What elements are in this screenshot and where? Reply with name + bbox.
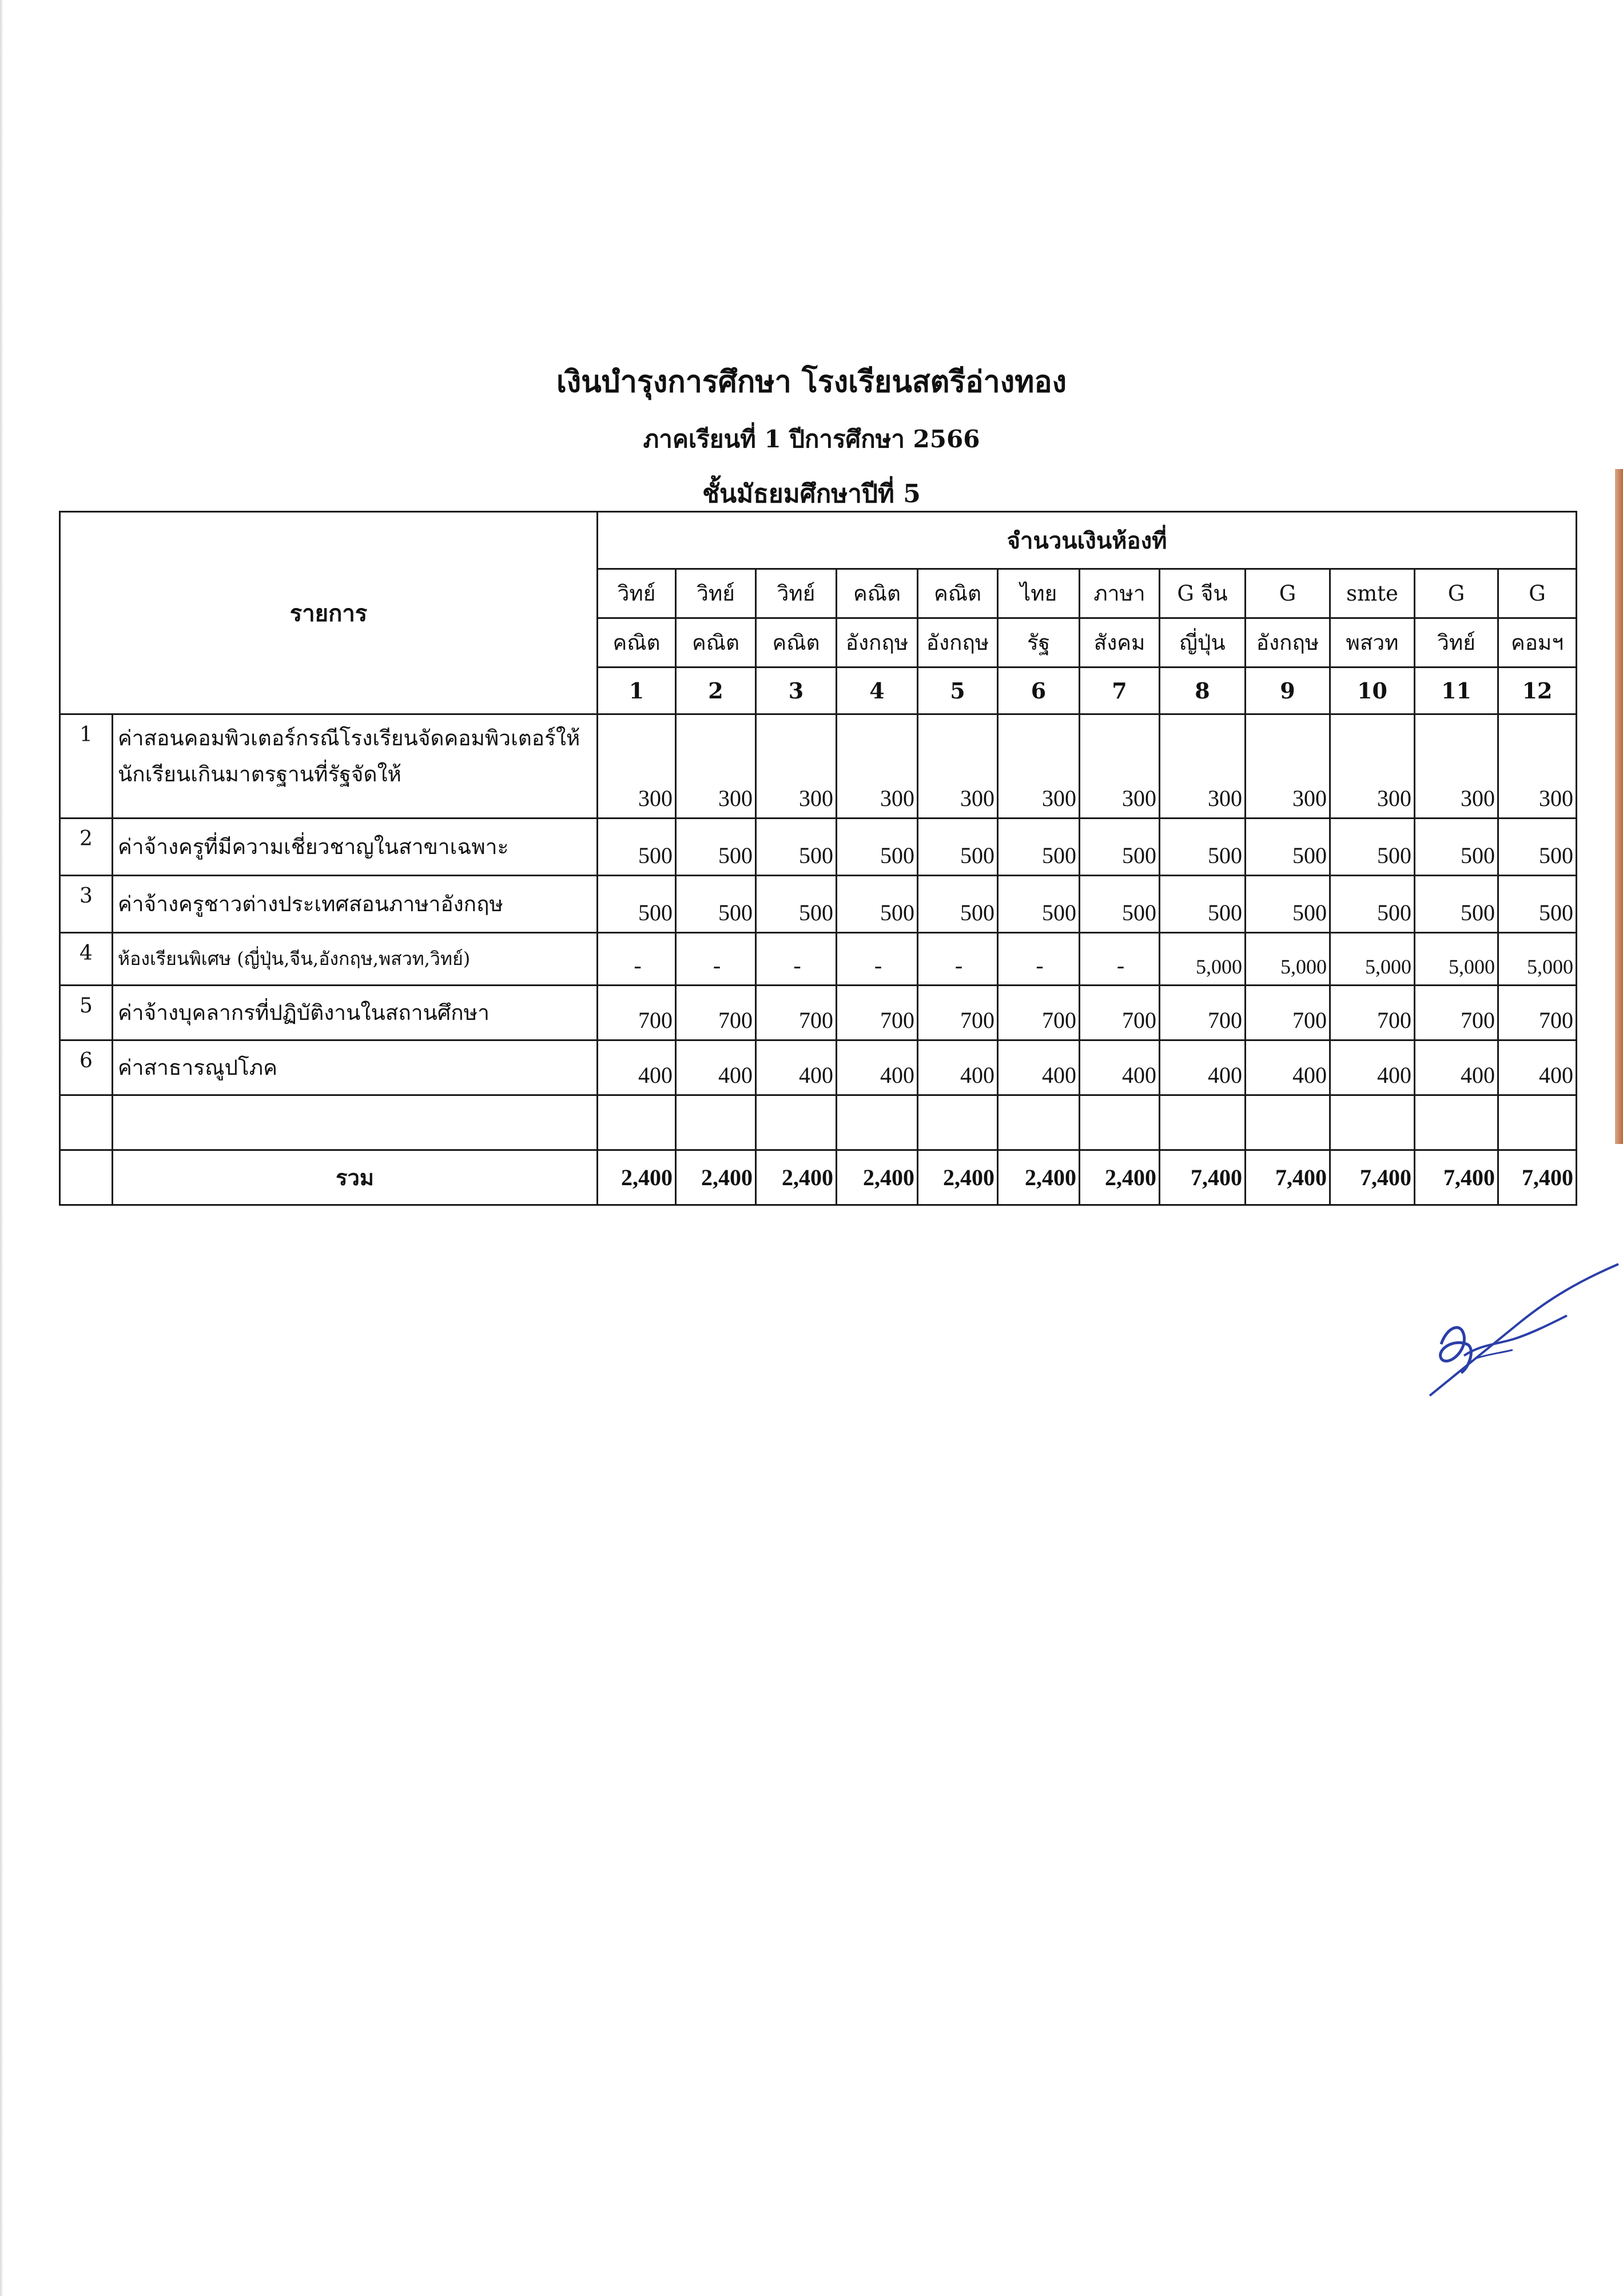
amount-cell: 700 xyxy=(918,986,998,1040)
row-label: ค่าสอนคอมพิวเตอร์กรณีโรงเรียนจัดคอมพิวเตอร์ให้นักเรียนเกินมาตรฐานที่รัฐจัดให้ xyxy=(113,714,598,819)
column-track: วิทย์ xyxy=(1415,618,1498,668)
column-program: วิทย์ xyxy=(756,569,837,618)
column-track: อังกฤษ xyxy=(918,618,998,668)
amount-cell: 700 xyxy=(1160,986,1246,1040)
blank-cell xyxy=(1160,1095,1246,1150)
amount-cell: 300 xyxy=(998,714,1080,819)
column-track: ญี่ปุ่น xyxy=(1160,618,1246,668)
amount-cell: 500 xyxy=(1498,876,1577,933)
grade-level: ชั้นมัธยมศึกษาปีที่ 5 xyxy=(702,479,921,509)
row-number: 4 xyxy=(60,933,113,986)
total-cell: 2,400 xyxy=(998,1150,1080,1205)
column-track: คณิต xyxy=(756,618,837,668)
column-track: อังกฤษ xyxy=(837,618,918,668)
amount-cell: 300 xyxy=(1330,714,1415,819)
column-room-number: 3 xyxy=(756,668,837,714)
amount-cell: 400 xyxy=(1080,1040,1160,1095)
amount-cell: 700 xyxy=(1330,986,1415,1040)
column-program: G xyxy=(1498,569,1577,618)
amount-cell: 500 xyxy=(756,876,837,933)
amount-cell: 500 xyxy=(1498,819,1577,876)
row-label: ค่าจ้างครูชาวต่างประเทศสอนภาษาอังกฤษ xyxy=(113,876,598,933)
amount-cell: 500 xyxy=(598,876,676,933)
column-track: สังคม xyxy=(1080,618,1160,668)
amount-cell: 700 xyxy=(676,986,756,1040)
amount-cell: - xyxy=(676,933,756,986)
column-program: ภาษา xyxy=(1080,569,1160,618)
amount-cell: 400 xyxy=(1415,1040,1498,1095)
amount-cell: 500 xyxy=(1246,819,1330,876)
column-program: G จีน xyxy=(1160,569,1246,618)
column-program: คณิต xyxy=(918,569,998,618)
blank-cell xyxy=(1330,1095,1415,1150)
row-label: ค่าสาธารณูปโภค xyxy=(113,1040,598,1095)
blank-cell xyxy=(1080,1095,1160,1150)
amount-cell: 700 xyxy=(598,986,676,1040)
fee-row xyxy=(60,933,1577,986)
column-room-number: 7 xyxy=(1080,668,1160,714)
fee-table-body xyxy=(60,512,1577,1205)
total-cell: 7,400 xyxy=(1415,1150,1498,1205)
column-track: รัฐ xyxy=(998,618,1080,668)
signature-icon xyxy=(1407,1258,1623,1407)
amount-cell: 700 xyxy=(998,986,1080,1040)
amount-cell: 700 xyxy=(1498,986,1577,1040)
amount-cell: 500 xyxy=(1080,876,1160,933)
amount-cell: 5,000 xyxy=(1246,933,1330,986)
amount-cell: 500 xyxy=(998,876,1080,933)
amount-cell: 300 xyxy=(1080,714,1160,819)
total-number-cell xyxy=(60,1150,113,1205)
row-label: ห้องเรียนพิเศษ (ญี่ปุ่น,จีน,อังกฤษ,พสวท,วิทย์) xyxy=(113,933,598,986)
amount-cell: 300 xyxy=(1415,714,1498,819)
total-cell: 2,400 xyxy=(598,1150,676,1205)
amount-cell: 300 xyxy=(918,714,998,819)
total-cell: 2,400 xyxy=(837,1150,918,1205)
column-room-number: 11 xyxy=(1415,668,1498,714)
amount-cell: 500 xyxy=(1080,819,1160,876)
amount-cell: - xyxy=(756,933,837,986)
amount-cell: 500 xyxy=(837,876,918,933)
fee-row xyxy=(60,876,1577,933)
total-cell: 2,400 xyxy=(676,1150,756,1205)
header-row-top xyxy=(60,512,1577,569)
amount-cell: 500 xyxy=(1415,819,1498,876)
amount-cell: 500 xyxy=(676,876,756,933)
blank-cell xyxy=(998,1095,1080,1150)
scan-right-edge xyxy=(1615,469,1623,1144)
amount-cell: 400 xyxy=(1498,1040,1577,1095)
column-program: ไทย xyxy=(998,569,1080,618)
column-track: คณิต xyxy=(598,618,676,668)
column-program: G xyxy=(1246,569,1330,618)
document-title: เงินบำรุงการศึกษา โรงเรียนสตรีอ่างทอง xyxy=(556,364,1067,399)
column-program: วิทย์ xyxy=(676,569,756,618)
amount-cell: 300 xyxy=(1160,714,1246,819)
amount-cell: 300 xyxy=(676,714,756,819)
amount-cell: 400 xyxy=(1246,1040,1330,1095)
blank-cell xyxy=(113,1095,598,1150)
fee-table xyxy=(59,511,1577,1206)
items-header: รายการ xyxy=(60,512,598,714)
amount-cell: 5,000 xyxy=(1160,933,1246,986)
blank-cell xyxy=(1415,1095,1498,1150)
total-cell: 7,400 xyxy=(1498,1150,1577,1205)
fee-row xyxy=(60,986,1577,1040)
row-number: 1 xyxy=(60,714,113,819)
row-label: ค่าจ้างครูที่มีความเชี่ยวชาญในสาขาเฉพาะ xyxy=(113,819,598,876)
column-room-number: 12 xyxy=(1498,668,1577,714)
total-cell: 2,400 xyxy=(918,1150,998,1205)
column-room-number: 9 xyxy=(1246,668,1330,714)
scan-left-edge xyxy=(0,0,3,2296)
column-track: คณิต xyxy=(676,618,756,668)
amount-cell: 500 xyxy=(1415,876,1498,933)
column-room-number: 6 xyxy=(998,668,1080,714)
total-cell: 2,400 xyxy=(756,1150,837,1205)
amount-cell: - xyxy=(598,933,676,986)
column-track: พสวท xyxy=(1330,618,1415,668)
amount-cell: - xyxy=(1080,933,1160,986)
blank-cell xyxy=(1498,1095,1577,1150)
amount-cell: 300 xyxy=(598,714,676,819)
amount-cell: 700 xyxy=(756,986,837,1040)
row-number: 3 xyxy=(60,876,113,933)
blank-cell xyxy=(756,1095,837,1150)
amount-cell: 300 xyxy=(837,714,918,819)
amount-cell: 700 xyxy=(1080,986,1160,1040)
column-program: วิทย์ xyxy=(598,569,676,618)
total-cell: 2,400 xyxy=(1080,1150,1160,1205)
amount-cell: - xyxy=(998,933,1080,986)
amount-header: จำนวนเงินห้องที่ xyxy=(598,512,1577,569)
amount-cell: 500 xyxy=(598,819,676,876)
total-cell: 7,400 xyxy=(1160,1150,1246,1205)
amount-cell: 5,000 xyxy=(1498,933,1577,986)
amount-cell: 400 xyxy=(998,1040,1080,1095)
column-room-number: 2 xyxy=(676,668,756,714)
column-program: คณิต xyxy=(837,569,918,618)
column-track: อังกฤษ xyxy=(1246,618,1330,668)
amount-cell: 300 xyxy=(1246,714,1330,819)
amount-cell: 500 xyxy=(1160,876,1246,933)
amount-cell: 700 xyxy=(1246,986,1330,1040)
amount-cell: 500 xyxy=(918,876,998,933)
amount-cell: 500 xyxy=(676,819,756,876)
fee-row xyxy=(60,714,1577,819)
blank-cell xyxy=(918,1095,998,1150)
amount-cell: 300 xyxy=(756,714,837,819)
amount-cell: 5,000 xyxy=(1330,933,1415,986)
amount-cell: 500 xyxy=(1330,876,1415,933)
amount-cell: 400 xyxy=(918,1040,998,1095)
amount-cell: 700 xyxy=(837,986,918,1040)
row-number: 5 xyxy=(60,986,113,1040)
amount-cell: - xyxy=(918,933,998,986)
column-room-number: 1 xyxy=(598,668,676,714)
amount-cell: 500 xyxy=(918,819,998,876)
column-room-number: 8 xyxy=(1160,668,1246,714)
blank-cell xyxy=(598,1095,676,1150)
amount-cell: - xyxy=(837,933,918,986)
column-room-number: 4 xyxy=(837,668,918,714)
amount-cell: 400 xyxy=(756,1040,837,1095)
blank-cell xyxy=(837,1095,918,1150)
amount-cell: 500 xyxy=(1246,876,1330,933)
amount-cell: 300 xyxy=(1498,714,1577,819)
document-subtitle: ภาคเรียนที่ 1 ปีการศึกษา 2566 xyxy=(643,425,980,453)
amount-cell: 500 xyxy=(837,819,918,876)
row-label: ค่าจ้างบุคลากรที่ปฏิบัติงานในสถานศึกษา xyxy=(113,986,598,1040)
total-cell: 7,400 xyxy=(1330,1150,1415,1205)
amount-cell: 400 xyxy=(676,1040,756,1095)
blank-cell xyxy=(676,1095,756,1150)
blank-cell xyxy=(1246,1095,1330,1150)
fee-row xyxy=(60,1040,1577,1095)
row-number: 2 xyxy=(60,819,113,876)
fee-row xyxy=(60,819,1577,876)
total-cell: 7,400 xyxy=(1246,1150,1330,1205)
amount-cell: 5,000 xyxy=(1415,933,1498,986)
column-track: คอมฯ xyxy=(1498,618,1577,668)
total-row xyxy=(60,1150,1577,1205)
blank-cell xyxy=(60,1095,113,1150)
column-program: G xyxy=(1415,569,1498,618)
row-number: 6 xyxy=(60,1040,113,1095)
amount-cell: 500 xyxy=(1160,819,1246,876)
amount-cell: 500 xyxy=(1330,819,1415,876)
column-room-number: 5 xyxy=(918,668,998,714)
amount-cell: 700 xyxy=(1415,986,1498,1040)
amount-cell: 400 xyxy=(598,1040,676,1095)
blank-row xyxy=(60,1095,1577,1150)
column-program: smte xyxy=(1330,569,1415,618)
amount-cell: 500 xyxy=(998,819,1080,876)
column-room-number: 10 xyxy=(1330,668,1415,714)
amount-cell: 400 xyxy=(837,1040,918,1095)
amount-cell: 500 xyxy=(756,819,837,876)
amount-cell: 400 xyxy=(1160,1040,1246,1095)
amount-cell: 400 xyxy=(1330,1040,1415,1095)
total-label: รวม xyxy=(113,1150,598,1205)
